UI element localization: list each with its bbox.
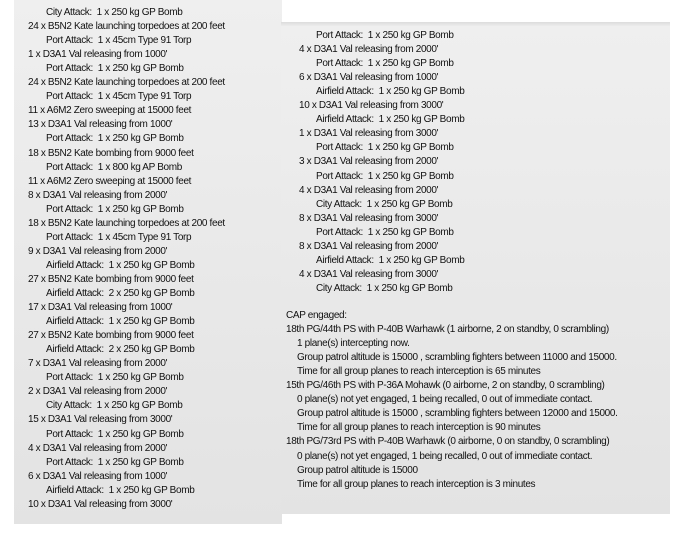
left-log-line: Airfield Attack: 1 x 250 kg GP Bomb [46,484,195,496]
cap-line: Group patrol altitude is 15000 , scrambling fighters between 11000 and 15000. [297,352,617,364]
combat-log-panel-right [281,26,670,514]
combat-log-panel-left [14,0,282,524]
cap-line: 0 plane(s) not yet engaged, 1 being recalled, 0 out of immediate contact. [297,394,593,406]
left-log-line: 18 x B5N2 Kate bombing from 9000 feet [28,147,194,159]
left-log-line: Port Attack: 1 x 45cm Type 91 Torp [46,231,192,243]
cap-line: 15th PG/46th PS with P-36A Mohawk (0 airborne, 2 on standby, 0 scrambling) [286,380,605,392]
left-log-line: 11 x A6M2 Zero sweeping at 15000 feet [28,105,192,117]
left-log-line: 8 x D3A1 Val releasing from 2000' [28,189,168,201]
cap-line: Time for all group planes to reach interception is 3 minutes [297,478,536,490]
cap-line: Group patrol altitude is 15000 , scrambling fighters between 12000 and 15000. [297,408,618,420]
left-log-line: Airfield Attack: 2 x 250 kg GP Bomb [46,344,195,356]
left-log-line: 17 x D3A1 Val releasing from 1000' [28,302,173,314]
left-log-line: Port Attack: 1 x 250 kg GP Bomb [46,456,184,468]
right-log-line: City Attack: 1 x 250 kg GP Bomb [316,282,453,294]
left-log-line: 13 x D3A1 Val releasing from 1000' [28,119,173,131]
right-log-line: 10 x D3A1 Val releasing from 3000' [299,100,444,112]
left-log-line: 7 x D3A1 Val releasing from 2000' [28,358,168,370]
left-log-line: 27 x B5N2 Kate bombing from 9000 feet [28,273,194,285]
cap-line: 1 plane(s) intercepting now. [297,338,410,350]
left-log-line: 27 x B5N2 Kate bombing from 9000 feet [28,330,194,342]
left-log-line: Port Attack: 1 x 250 kg GP Bomb [46,372,184,384]
left-log-line: City Attack: 1 x 250 kg GP Bomb [46,400,183,412]
left-log-line: Airfield Attack: 2 x 250 kg GP Bomb [46,288,195,299]
left-log-line: Port Attack: 1 x 250 kg GP Bomb [46,63,184,75]
left-log-line: 6 x D3A1 Val releasing from 1000' [28,470,168,482]
cap-line: Time for all group planes to reach interception is 65 minutes [297,366,541,378]
right-log-line: 4 x D3A1 Val releasing from 2000' [299,184,439,196]
left-log-line: 15 x D3A1 Val releasing from 3000' [28,414,173,426]
left-log-line: Port Attack: 1 x 45cm Type 91 Torp [46,91,192,103]
left-log-line: 1 x D3A1 Val releasing from 1000' [28,49,168,61]
left-log-line: Airfield Attack: 1 x 250 kg GP Bomb [46,316,195,328]
left-log-line: 18 x B5N2 Kate launching torpedoes at 200 feet [28,217,225,229]
left-log-line: 24 x B5N2 Kate launching torpedoes at 200 feet [28,77,225,89]
right-log-line: Port Attack: 1 x 250 kg GP Bomb [316,226,454,238]
left-log-line: Port Attack: 1 x 250 kg GP Bomb [46,428,184,440]
right-log-line: Port Attack: 1 x 250 kg GP Bomb [316,170,454,182]
right-log-line: Airfield Attack: 1 x 250 kg GP Bomb [316,114,465,126]
left-log-line: 9 x D3A1 Val releasing from 2000' [28,245,168,257]
cap-line: Group patrol altitude is 15000 [297,464,418,476]
right-log-line: Port Attack: 1 x 250 kg GP Bomb [316,58,454,70]
left-log-line: 11 x A6M2 Zero sweeping at 15000 feet [28,175,192,187]
cap-line: CAP engaged: [286,310,347,321]
right-log-line: Airfield Attack: 1 x 250 kg GP Bomb [316,254,465,266]
cap-line: Time for all group planes to reach interception is 90 minutes [297,422,541,434]
left-log-line: Airfield Attack: 1 x 250 kg GP Bomb [46,259,195,271]
left-log-line: Port Attack: 1 x 45cm Type 91 Torp [46,35,192,47]
left-log-line: 2 x D3A1 Val releasing from 2000' [28,386,168,398]
left-log-line: Port Attack: 1 x 800 kg AP Bomb [46,161,182,173]
left-log-line: 4 x D3A1 Val releasing from 2000' [28,442,168,454]
left-log-line: City Attack: 1 x 250 kg GP Bomb [46,7,183,18]
right-log-line: 8 x D3A1 Val releasing from 2000' [299,240,439,252]
right-log-line: Port Attack: 1 x 250 kg GP Bomb [316,142,454,154]
right-log-line: 4 x D3A1 Val releasing from 2000' [299,44,439,56]
cap-line: 18th PG/73rd PS with P-40B Warhawk (0 airborne, 0 on standby, 0 scrambling) [286,436,610,448]
left-log-line: Port Attack: 1 x 250 kg GP Bomb [46,203,184,215]
right-log-line: City Attack: 1 x 250 kg GP Bomb [316,198,453,210]
right-log-line: 1 x D3A1 Val releasing from 3000' [299,128,439,140]
right-log-line: Airfield Attack: 1 x 250 kg GP Bomb [316,86,465,98]
right-log-line: 8 x D3A1 Val releasing from 3000' [299,212,439,224]
cap-line: 18th PG/44th PS with P-40B Warhawk (1 airborne, 2 on standby, 0 scrambling) [286,324,609,336]
left-log-line: Port Attack: 1 x 250 kg GP Bomb [46,133,184,145]
cap-line: 0 plane(s) not yet engaged, 1 being recalled, 0 out of immediate contact. [297,450,593,462]
right-log-line: 6 x D3A1 Val releasing from 1000' [299,72,439,84]
left-log-line: 10 x D3A1 Val releasing from 3000' [28,498,173,510]
right-log-line: 4 x D3A1 Val releasing from 3000' [299,268,439,280]
right-log-line: 3 x D3A1 Val releasing from 2000' [299,156,439,168]
right-log-line: Port Attack: 1 x 250 kg GP Bomb [316,30,454,41]
left-log-line: 24 x B5N2 Kate launching torpedoes at 200 feet [28,21,225,33]
